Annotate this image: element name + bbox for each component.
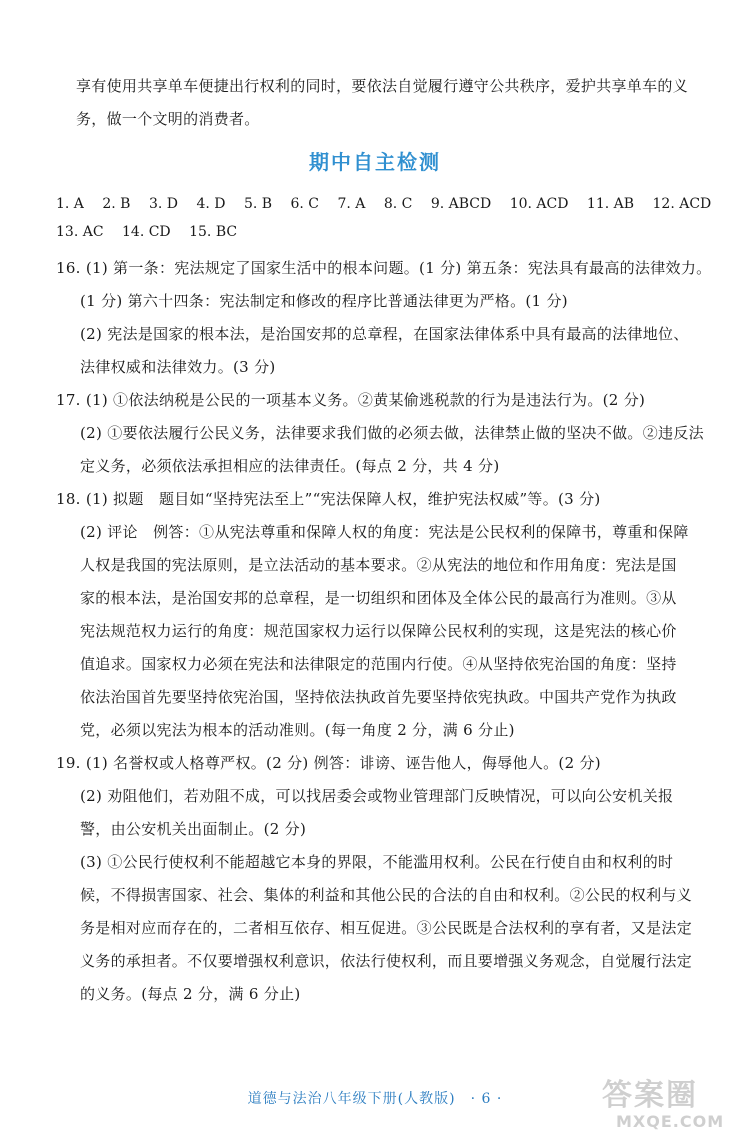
q18-line: 依法治国首先要坚持依宪治国，坚持依法执政首先要坚持依宪执政。中国共产党作为执政 xyxy=(80,688,677,706)
watermark-url: MXQE.COM xyxy=(616,1112,725,1131)
choice-answer: 7. A xyxy=(337,196,366,212)
choice-answer: 10. ACD xyxy=(509,196,569,212)
choice-answers-row-1 xyxy=(56,194,725,214)
choice-answers-row-2 xyxy=(56,222,251,242)
choice-answer: 12. ACD xyxy=(652,196,712,212)
q19-line: 19. (1) 名誉权或人格尊严权。(2 分) 例答：诽谤、诬告他人，侮辱他人。(2 分) xyxy=(56,754,601,772)
q18-line: 值追求。国家权力必须在宪法和法律限定的范围内行使。④从坚持依宪治国的角度：坚持 xyxy=(80,655,677,673)
q19-line: 义务的承担者。不仅要增强权利意识，依法行使权利，而且要增强义务观念，自觉履行法定 xyxy=(80,952,693,970)
q18-line: (2) 评论 例答：①从宪法尊重和保障人权的角度：宪法是公民权利的保障书，尊重和保障 xyxy=(80,523,689,541)
choice-answer: 5. B xyxy=(243,196,273,212)
q19-line: 的义务。(每点 2 分，满 6 分止) xyxy=(80,985,301,1003)
q16-line: 法律权威和法律效力。(3 分) xyxy=(80,358,276,376)
intro-line-1: 享有使用共享单车便捷出行权利的同时，要依法自觉履行遵守公共秩序，爱护共享单车的义 xyxy=(76,77,689,95)
q18-line: 人权是我国的宪法原则，是立法活动的基本要求。②从宪法的地位和作用角度：宪法是国 xyxy=(80,556,677,574)
q18-line: 18. (1) 拟题 题目如“坚持宪法至上”“宪法保障人权，维护宪法权威”等。(3 分) xyxy=(56,490,601,508)
choice-answer: 9. ABCD xyxy=(430,196,492,212)
section-title: 期中自主检测 xyxy=(309,150,441,174)
intro-line-2: 务，做一个文明的消费者。 xyxy=(76,110,260,128)
q19-line: (2) 劝阻他们，若劝阻不成，可以找居委会或物业管理部门反映情况，可以向公安机关报 xyxy=(80,787,674,805)
choice-answer: 6. C xyxy=(290,196,320,212)
choice-answer: 8. C xyxy=(383,196,413,212)
q19-line: 候，不得损害国家、社会、集体的利益和其他公民的合法的自由和权利。②公民的权利与义 xyxy=(80,886,693,904)
q19-line: (3) ①公民行使权利不能超越它本身的界限，不能滥用权利。公民在行使自由和权利的时 xyxy=(80,853,674,871)
choice-answer: 2. B xyxy=(102,196,131,212)
q19-line: 务是相对应而存在的，二者相互依存、相互促进。③公民既是合法权利的享有者，又是法定 xyxy=(80,919,693,937)
q18-line: 宪法规范权力运行的角度：规范国家权力运行以保障公民权利的实现，这是宪法的核心价 xyxy=(80,622,677,640)
choice-answer: 11. AB xyxy=(586,196,635,212)
q17-line: (2) ①要依法履行公民义务，法律要求我们做的必须去做，法律禁止做的坚决不做。②违反法 xyxy=(80,424,704,442)
choice-answer: 15. BC xyxy=(189,224,238,240)
q17-line: 17. (1) ①依法纳税是公民的一项基本义务。②黄某偷逃税款的行为是违法行为。(2 分) xyxy=(56,391,646,409)
choice-answer: 14. CD xyxy=(122,224,171,240)
q16-line: 16. (1) 第一条：宪法规定了国家生活中的根本问题。(1 分) 第五条：宪法具有最高的法律效力。 xyxy=(56,259,712,277)
q18-line: 家的根本法，是治国安邦的总章程，是一切组织和团体及全体公民的最高行为准则。③从 xyxy=(80,589,677,607)
choice-answer: 3. D xyxy=(148,196,178,212)
q16-line: (1 分) 第六十四条：宪法制定和修改的程序比普通法律更为严格。(1 分) xyxy=(80,292,568,310)
choice-answer: 13. AC xyxy=(56,224,104,240)
choice-answer: 1. A xyxy=(56,196,84,212)
q18-line: 党，必须以宪法为根本的活动准则。(每一角度 2 分，满 6 分止) xyxy=(80,721,515,739)
watermark-logo xyxy=(602,1070,742,1140)
choice-answer: 4. D xyxy=(196,196,226,212)
page-footer: 道德与法治八年级下册(人教版) · 6 · xyxy=(247,1091,503,1107)
q19-line: 警，由公安机关出面制止。(2 分) xyxy=(80,820,307,838)
watermark-text: 答案圈 xyxy=(602,1078,698,1113)
q17-line: 定义务，必须依法承担相应的法律责任。(每点 2 分，共 4 分) xyxy=(80,457,500,475)
q16-line: (2) 宪法是国家的根本法，是治国安邦的总章程，在国家法律体系中具有最高的法律地位、 xyxy=(80,325,689,343)
